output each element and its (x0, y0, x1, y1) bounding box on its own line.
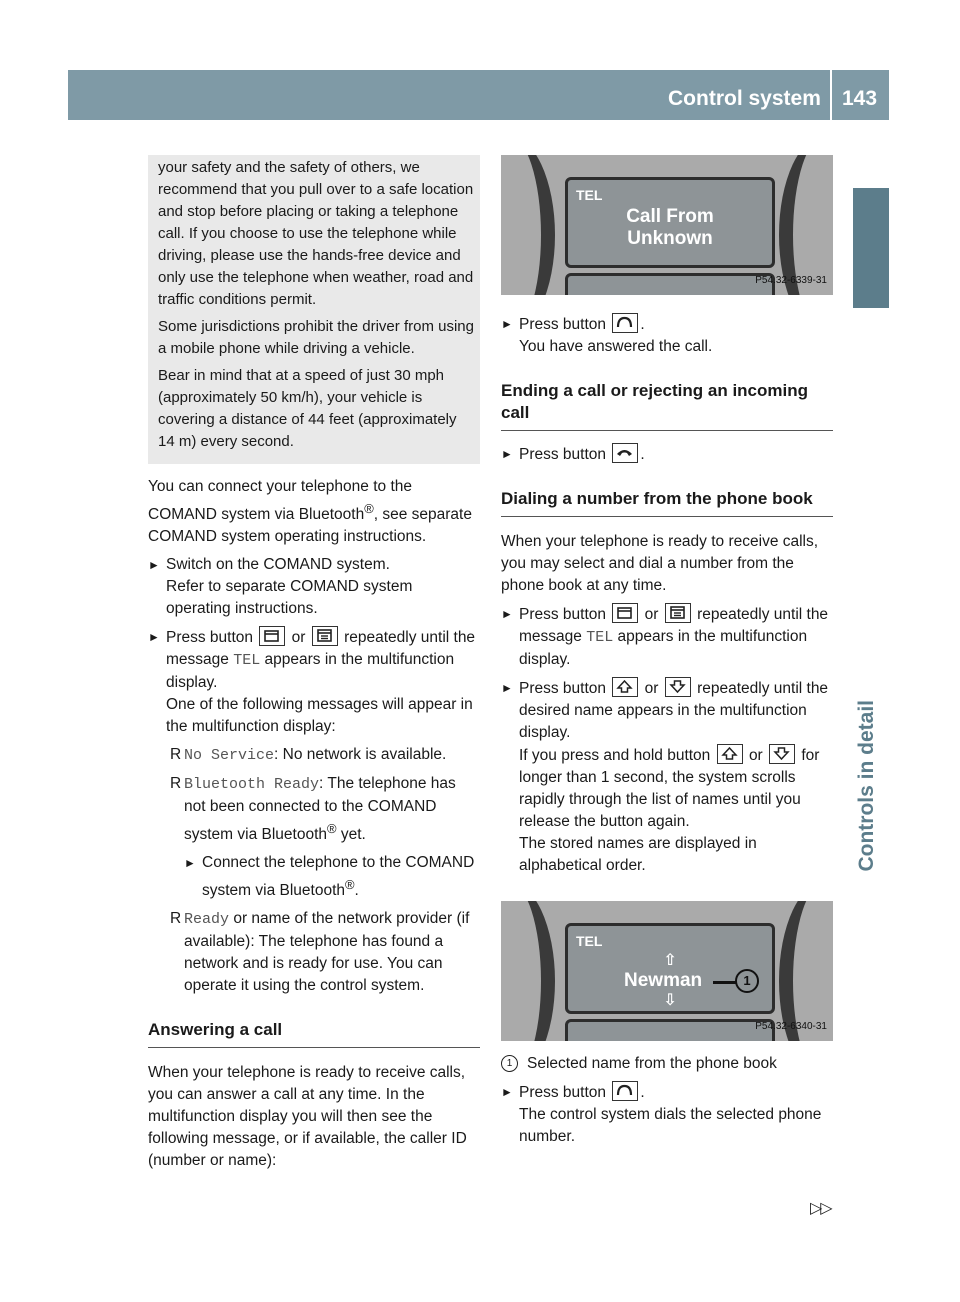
paragraph: When your telephone is ready to receive calls, you may select and dial a number from the phone book at any time. (501, 533, 819, 594)
display-back-button-icon (612, 603, 638, 623)
instruction-step: ► Press button or repeatedly until the message TEL appears in the multifunction display. (501, 603, 833, 671)
instruction-step: ► Switch on the COMAND system. Refer to separate COMAND system operating instructions. (148, 556, 413, 618)
instruction-step: ► Connect the telephone to the COMAND system via Bluetooth®. (184, 854, 475, 900)
phone-answer-button-icon (612, 313, 638, 333)
section-heading: Ending a call or rejecting an incoming call (501, 380, 833, 431)
section-title: Control system (668, 87, 821, 110)
lower-display (565, 1019, 775, 1041)
gauge-left (501, 901, 555, 1041)
warning-text: Bear in mind that at a speed of just 30 mph (approximately 50 km/h), your vehicle is covering a distance of 44 feet (approximately 14 m) every second. (158, 367, 457, 450)
step-arrow-icon: ► (184, 856, 196, 871)
paragraph: When your telephone is ready to receive calls, you can answer a call at any time. In the multifunction display you will then see the following message, or if available, the caller ID (number or name): (148, 1064, 467, 1170)
phone-answer-button-icon (612, 1081, 638, 1101)
warning-text: your safety and the safety of others, we recommend that you pull over to a safe location and stop before placing or taking a telephone call. If you choose to use the telephone while driving, please use the hands-free device and only use the telephone when weather, road and traffic conditions permit. (158, 159, 474, 308)
callout-line (713, 981, 737, 984)
figure-code: P54.32-6340-31 (755, 1021, 827, 1032)
multifunction-display: TEL Call From Unknown (565, 177, 775, 268)
lower-display (565, 273, 775, 295)
step-arrow-icon: ► (148, 558, 160, 573)
warning-box (148, 155, 480, 464)
multifunction-display: TEL ⇧ Newman ⇩ (565, 923, 775, 1014)
step-arrow-icon: ► (148, 630, 160, 645)
display-forward-button-icon (665, 603, 691, 623)
left-column (148, 155, 480, 1172)
down-arrow-icon: ⇩ (663, 992, 677, 1009)
callout-marker: 1 (735, 969, 759, 993)
bullet-icon: R (170, 746, 182, 764)
section-heading: Dialing a number from the phone book (501, 488, 833, 517)
step-arrow-icon: ► (501, 607, 513, 621)
display-figure-incoming-call (501, 155, 833, 295)
legend-number: 1 (501, 1055, 518, 1072)
instruction-step: ► Press button or repeatedly until the desired name appears in the multifunction display. If you press and hold button or for longer than 1 second, the system scrolls rapidly through the list of names until you release the button again. The stored names are displayed in alphabetical order. (501, 677, 833, 877)
arrow-down-button-icon (769, 744, 795, 764)
paragraph: You can connect your telephone to the COMAND system via Bluetooth®, see separate COMAND system operating instructions. (148, 478, 472, 546)
warning-text: Some jurisdictions prohibit the driver from using a mobile phone while driving a vehicle. (158, 318, 474, 357)
instruction-step: ► Press button or repeatedly until the message TEL appears in the multifunction display. One of the following messages will appear in the multifunction display: R No Service: No network is available. R Bluetooth Ready: The telephone has not been connected to the COMAND system via Bluetooth® yet. ► Connect the telephone to the COMAND system via Bluetooth®. R Ready or name of the network provider (if available): The telephone has found a network and is ready for use. You can operate it using the control system. (148, 626, 480, 997)
up-arrow-icon: ⇧ (663, 952, 677, 969)
step-arrow-icon: ► (501, 447, 513, 461)
bullet-item: R Bluetooth Ready: The telephone has not been connected to the COMAND system via Bluetooth® yet. ► Connect the telephone to the COMAND system via Bluetooth®. (166, 773, 480, 902)
right-column (501, 155, 833, 1148)
step-arrow-icon: ► (501, 681, 513, 695)
gauge-left (501, 155, 555, 295)
page-number: 143 (842, 87, 878, 110)
display-forward-button-icon (312, 626, 338, 646)
instruction-step: ► Press button . You have answered the call. (501, 313, 833, 358)
instruction-step: ► Press button . (501, 443, 833, 466)
bullet-icon: R (170, 775, 182, 793)
step-arrow-icon: ► (501, 1085, 513, 1099)
continued-arrows-icon: ▷▷ (810, 1200, 831, 1217)
arrow-down-button-icon (665, 677, 691, 697)
phone-hangup-button-icon (612, 443, 638, 463)
section-heading: Answering a call (148, 1019, 480, 1048)
instruction-step: ► Press button . The control system dials the selected phone number. (501, 1081, 833, 1148)
step-arrow-icon: ► (501, 317, 513, 331)
display-figure-phone-book (501, 901, 833, 1041)
figure-legend: 1 Selected name from the phone book (501, 1053, 833, 1075)
bullet-item: R No Service: No network is available. (170, 746, 447, 765)
side-tab-marker (853, 188, 889, 308)
figure-code: P54.32-6339-31 (755, 275, 827, 286)
arrow-up-button-icon (717, 744, 743, 764)
display-back-button-icon (259, 626, 285, 646)
header-divider (830, 70, 832, 120)
arrow-up-button-icon (612, 677, 638, 697)
bullet-item: R Ready or name of the network provider (if available): The telephone has found a network and is ready for use. You can operate it using the control system. (170, 910, 470, 995)
chapter-label: Controls in detail (855, 700, 878, 872)
bullet-icon: R (170, 910, 182, 928)
